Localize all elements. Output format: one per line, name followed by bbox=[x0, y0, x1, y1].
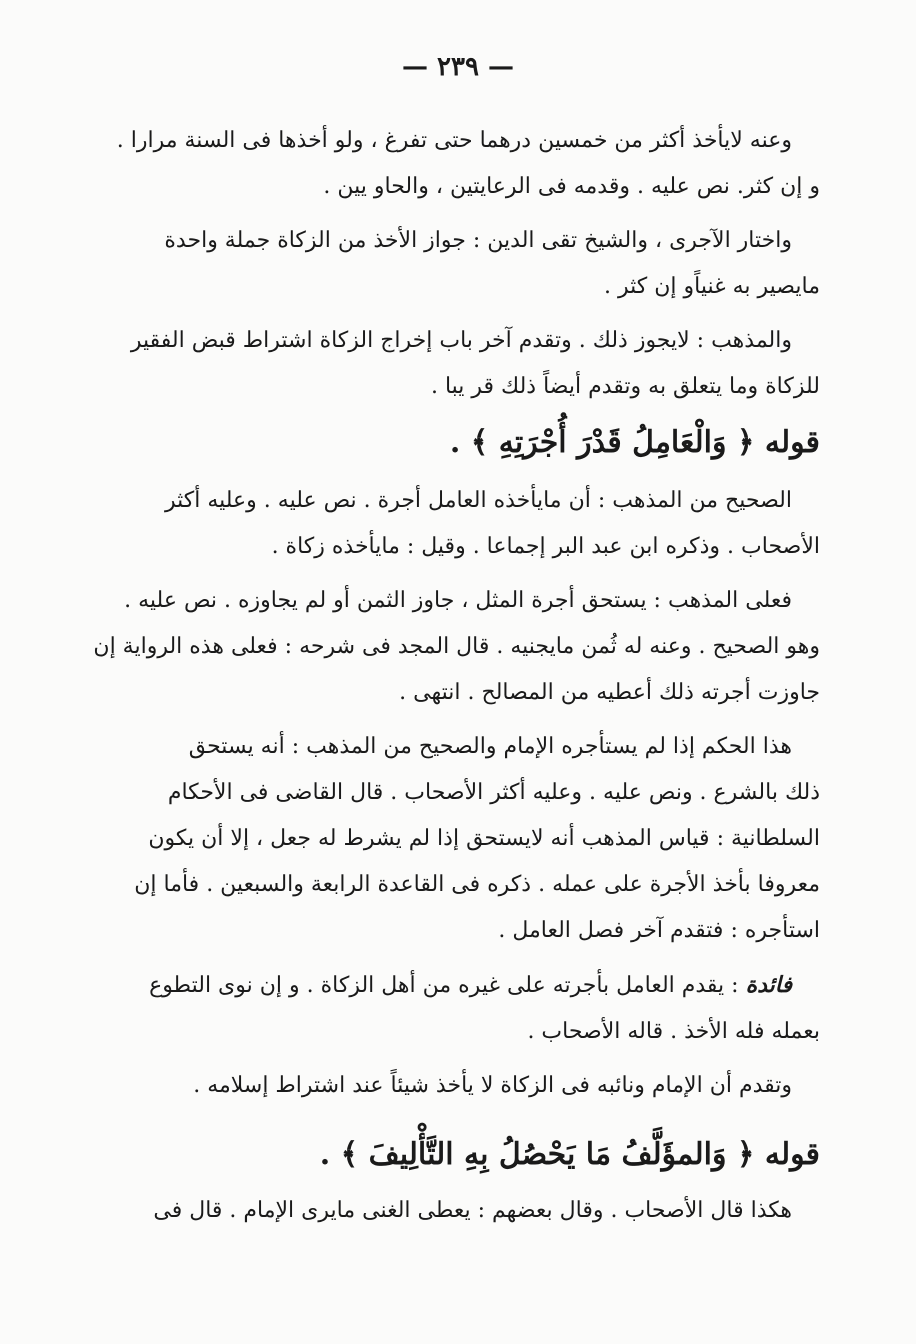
heading-text: قوله ﴿ وَالْعَامِلُ قَدْرَ أُجْرَتِهِ ﴾ . bbox=[449, 425, 820, 460]
note-term: فائدة bbox=[745, 972, 792, 998]
section-heading-1 bbox=[178, 418, 820, 468]
text-line: وتقدم أن الإمام ونائبه فى الزكاة لا يأخذ شيئاً عند اشتراط إسلامه . bbox=[193, 1073, 792, 1098]
text-line: معروفا بأخذ الأجرة على عمله . ذكره فى القاعدة الرابعة والسبعين . فأما إن bbox=[134, 872, 820, 897]
text-line bbox=[149, 962, 820, 1009]
text-line: جاوزت أجرته ذلك أعطيه من المصالح . انتهى . bbox=[399, 680, 820, 705]
text-line: ذلك بالشرع . ونص عليه . وعليه أكثر الأصحاب . قال القاضى فى الأحكام bbox=[167, 780, 820, 805]
text-line: السلطانية : قياس المذهب أنه لايستحق إذا لم يشرط له جعل ، إلا أن يكون bbox=[148, 826, 820, 851]
text-fragment: : يقدم العامل بأجرته على غيره من أهل الزكاة . و إن نوى التطوع bbox=[149, 973, 746, 998]
text-block-middle bbox=[93, 478, 820, 1109]
text-line: و إن كثر. نص عليه . وقدمه فى الرعايتين ، والحاو يين . bbox=[323, 174, 820, 199]
heading-text: قوله ﴿ وَالمؤَلَّفُ مَا يَحْصُلُ بِهِ التَّأْلِيفَ ﴾ . bbox=[319, 1137, 820, 1172]
text-line: للزكاة وما يتعلق به وتقدم أيضاً ذلك قر يبا . bbox=[430, 374, 820, 399]
text-line: الأصحاب . وذكره ابن عبد البر إجماعا . وقيل : مايأخذه زكاة . bbox=[271, 534, 820, 559]
text-line: فعلى المذهب : يستحق أجرة المثل ، جاوز الثمن أو لم يجاوزه . نص عليه . bbox=[124, 588, 792, 613]
text-line: استأجره : فتقدم آخر فصل العامل . bbox=[498, 918, 820, 943]
section-heading-2 bbox=[178, 1130, 820, 1180]
text-block-bottom bbox=[153, 1188, 820, 1234]
text-line: هكذا قال الأصحاب . وقال بعضهم : يعطى الغنى مايرى الإمام . قال فى bbox=[153, 1198, 792, 1223]
text-line: بعمله فله الأخذ . قاله الأصحاب . bbox=[527, 1019, 820, 1044]
text-line: الصحيح من المذهب : أن مايأخذه العامل أجرة . نص عليه . وعليه أكثر bbox=[164, 488, 792, 513]
text-line: وهو الصحيح . وعنه له ثُمن مايجنيه . قال المجد فى شرحه : فعلى هذه الرواية إن bbox=[93, 634, 820, 659]
page-number: — ٢٣٩ — bbox=[401, 52, 515, 82]
text-block-top bbox=[116, 118, 820, 410]
text-line: وعنه لايأخذ أكثر من خمسين درهما حتى تفرغ ، ولو أخذها فى السنة مرارا . bbox=[116, 128, 792, 153]
text-line: هذا الحكم إذا لم يستأجره الإمام والصحيح من المذهب : أنه يستحق bbox=[188, 734, 792, 759]
text-line: واختار الآجرى ، والشيخ تقى الدين : جواز الأخذ من الزكاة جملة واحدة bbox=[164, 228, 792, 253]
text-line: مايصير به غنياًو إن كثر . bbox=[604, 274, 820, 299]
text-line: والمذهب : لايجوز ذلك . وتقدم آخر باب إخراج الزكاة اشتراط قبض الفقير bbox=[130, 328, 792, 353]
